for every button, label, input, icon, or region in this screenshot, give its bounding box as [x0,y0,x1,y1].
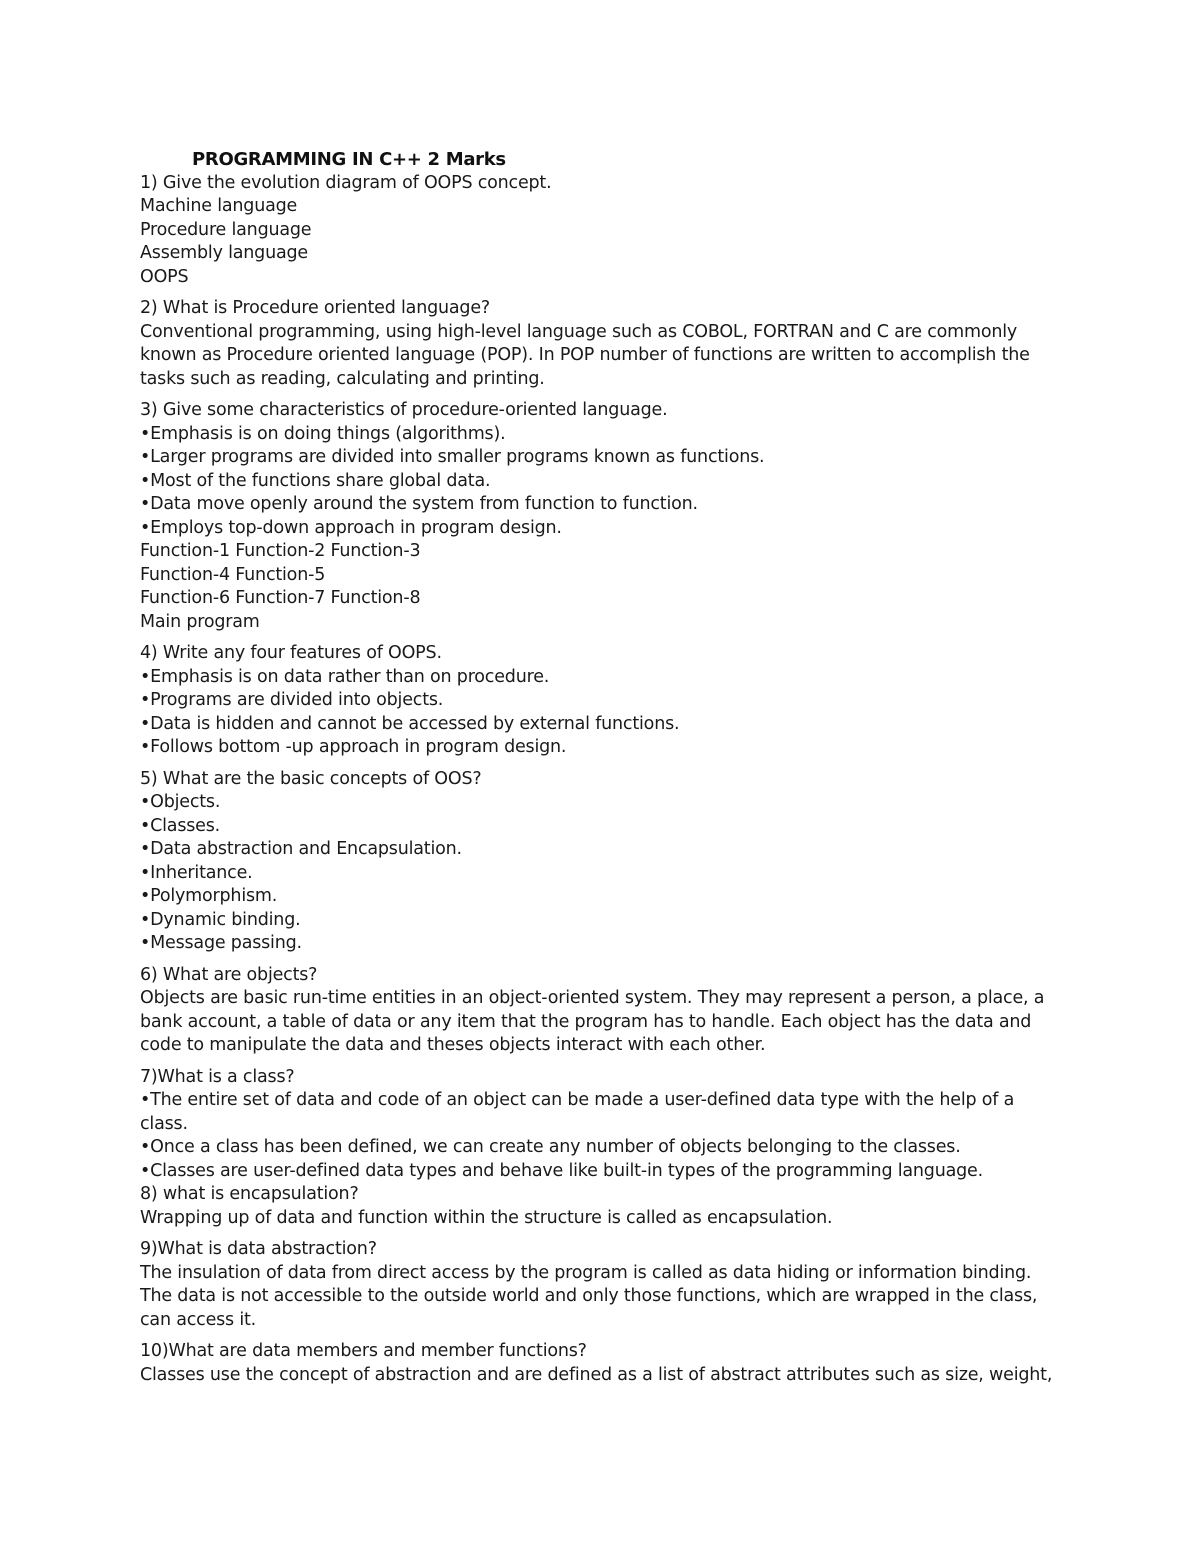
bullet-item: • Message passing. [140,932,1070,956]
bullet-item: • Larger programs are divided into smaller programs known as functions. [140,446,1070,470]
bullet-item: • Emphasis is on data rather than on procedure. [140,666,1070,690]
bullet-continuation: class. [140,1113,188,1134]
answer-line: Conventional programming, using high-level language such as COBOL, FORTRAN and C are commonly [140,321,1018,342]
evolution-item: Machine language [140,196,298,216]
diagram-line: Function-1 Function-2 Function-3 [140,541,421,561]
bullet-item: • Inheritance. [140,862,1070,886]
bullet-item: • Classes are user-defined data types and behave like built-in types of the programming language. [140,1160,1070,1184]
answer-line: tasks such as reading, calculating and printing. [140,368,545,389]
question-7: 7)What is a class? [140,1066,295,1087]
diagram-line: Main program [140,611,260,632]
bullet-item: • The entire set of data and code of an object can be made a user-defined data type with the help of a [140,1089,1070,1113]
question-8: 8) what is encapsulation? [140,1184,359,1204]
diagram-line: Function-6 Function-7 Function-8 [140,588,421,608]
document-title: PROGRAMMING IN C++ 2 Marks [192,149,506,170]
bullet-item: • Programs are divided into objects. [140,689,1070,713]
question-5: 5) What are the basic concepts of OOS? [140,768,482,789]
bullet-item: • Classes. [140,815,1070,839]
question-6: 6) What are objects? [140,964,318,985]
answer-line: Classes use the concept of abstraction and are defined as a list of abstract attributes such as size, weight, [140,1364,1053,1385]
answer-line: can access it. [140,1309,257,1330]
diagram-line: Function-4 Function-5 [140,564,326,585]
bullet-item: • Most of the functions share global data. [140,470,1070,494]
bullet-item: • Data move openly around the system from function to function. [140,493,1070,517]
question-4: 4) Write any four features of OOPS. [140,643,442,663]
bullet-item: • Objects. [140,791,1070,815]
bullet-item: • Employs top-down approach in program design. [140,517,1070,541]
answer-line: The insulation of data from direct access by the program is called as data hiding or information binding. [140,1262,1032,1283]
bullet-item: • Data is hidden and cannot be accessed by external functions. [140,713,1070,737]
evolution-item: Assembly language [140,243,308,263]
question-2: 2) What is Procedure oriented language? [140,298,490,318]
bullet-item: • Once a class has been defined, we can create any number of objects belonging to the classes. [140,1136,1070,1160]
answer-line: The data is not accessible to the outside world and only those functions, which are wrapped in the class, [140,1286,1038,1306]
bullet-item: • Dynamic binding. [140,909,1070,933]
answer-line: known as Procedure oriented language (POP). In POP number of functions are written to accomplish the [140,345,1030,365]
question-10: 10)What are data members and member functions? [140,1341,587,1361]
question-1: 1) Give the evolution diagram of OOPS concept. [140,172,552,193]
evolution-item: Procedure language [140,219,312,240]
bullet-item: • Data abstraction and Encapsulation. [140,838,1070,862]
bullet-item: • Polymorphism. [140,885,1070,909]
bullet-item: • Emphasis is on doing things (algorithms). [140,423,1070,447]
document-body [140,148,1070,1387]
answer-line: code to manipulate the data and theses objects interact with each other. [140,1035,766,1055]
bullet-item: • Follows bottom -up approach in program design. [140,736,1070,760]
evolution-item: OOPS [140,266,189,287]
answer-line: Wrapping up of data and function within the structure is called as encapsulation. [140,1207,833,1228]
question-3: 3) Give some characteristics of procedure-oriented language. [140,400,668,420]
answer-line: bank account, a table of data or any item that the program has to handle. Each object has the data and [140,1011,1032,1032]
question-9: 9)What is data abstraction? [140,1239,377,1259]
answer-line: Objects are basic run-time entities in an object-oriented system. They may represent a person, a place, a [140,988,1045,1008]
